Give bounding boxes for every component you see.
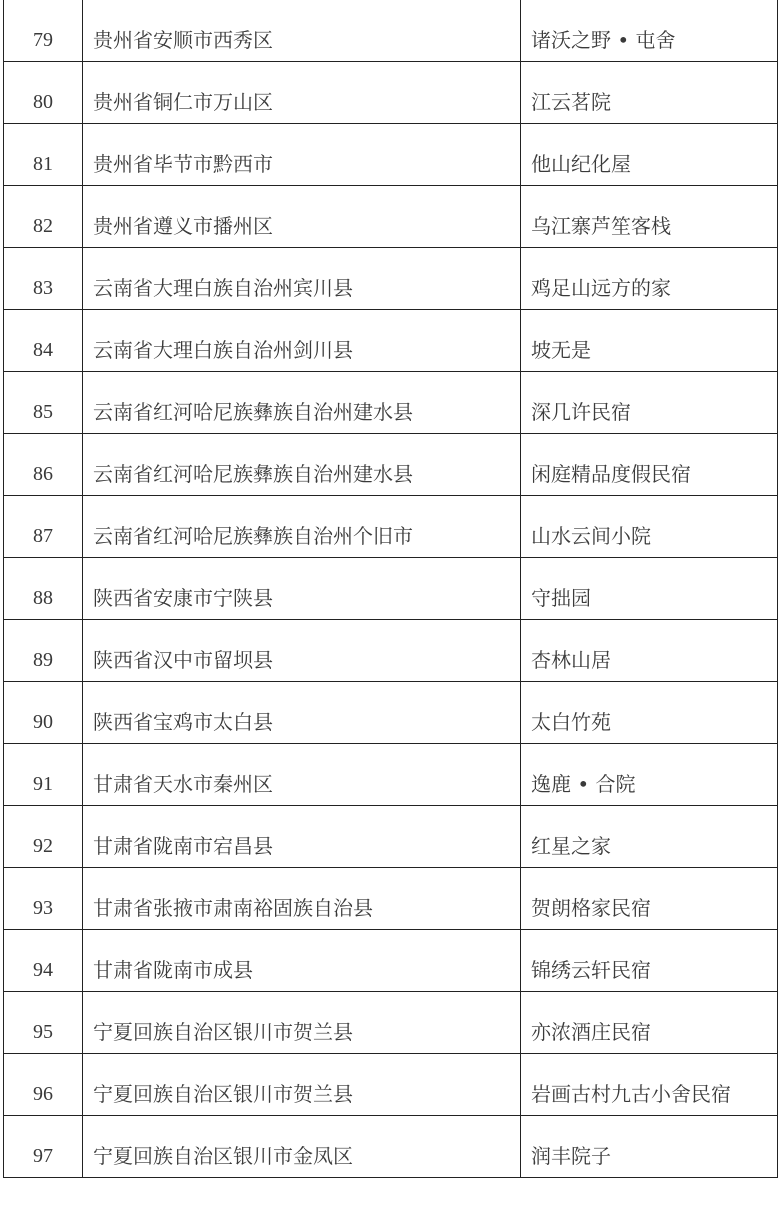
row-location: 宁夏回族自治区银川市贺兰县: [83, 1053, 521, 1115]
row-location: 云南省红河哈尼族彝族自治州建水县: [83, 371, 521, 433]
table-row: [4, 805, 778, 867]
row-number: 84: [4, 309, 83, 371]
row-number: 91: [4, 743, 83, 805]
row-number: 96: [4, 1053, 83, 1115]
row-location: 云南省红河哈尼族彝族自治州建水县: [83, 433, 521, 495]
row-homestay-name: 鸡足山远方的家: [521, 247, 778, 309]
table-row: [4, 1115, 778, 1177]
row-number: 83: [4, 247, 83, 309]
row-homestay-name: 守拙园: [521, 557, 778, 619]
row-number: 82: [4, 185, 83, 247]
row-location: 云南省大理白族自治州剑川县: [83, 309, 521, 371]
row-homestay-name: 他山纪化屋: [521, 123, 778, 185]
row-number: 90: [4, 681, 83, 743]
row-location: 贵州省毕节市黔西市: [83, 123, 521, 185]
row-location: 贵州省遵义市播州区: [83, 185, 521, 247]
table-row: [4, 495, 778, 557]
table-row: [4, 619, 778, 681]
row-number: 94: [4, 929, 83, 991]
row-location: 云南省红河哈尼族彝族自治州个旧市: [83, 495, 521, 557]
row-location: 云南省大理白族自治州宾川县: [83, 247, 521, 309]
row-homestay-name: 山水云间小院: [521, 495, 778, 557]
row-homestay-name: 逸鹿 • 合院: [521, 743, 778, 805]
row-number: 88: [4, 557, 83, 619]
table-row: [4, 557, 778, 619]
row-homestay-name: 红星之家: [521, 805, 778, 867]
row-homestay-name: 乌江寨芦笙客栈: [521, 185, 778, 247]
row-homestay-name: 亦浓酒庄民宿: [521, 991, 778, 1053]
row-homestay-name: 岩画古村九古小舍民宿: [521, 1053, 778, 1115]
row-homestay-name: 贺朗格家民宿: [521, 867, 778, 929]
row-homestay-name: 杏林山居: [521, 619, 778, 681]
row-homestay-name: 闲庭精品度假民宿: [521, 433, 778, 495]
row-number: 79: [4, 0, 83, 61]
row-number: 86: [4, 433, 83, 495]
row-location: 陕西省汉中市留坝县: [83, 619, 521, 681]
row-location: 甘肃省张掖市肃南裕固族自治县: [83, 867, 521, 929]
row-number: 93: [4, 867, 83, 929]
row-location: 陕西省安康市宁陕县: [83, 557, 521, 619]
row-homestay-name: 深几许民宿: [521, 371, 778, 433]
table-row: [4, 61, 778, 123]
row-homestay-name: 江云茗院: [521, 61, 778, 123]
row-number: 81: [4, 123, 83, 185]
row-number: 87: [4, 495, 83, 557]
table-row: [4, 185, 778, 247]
row-homestay-name: 坡无是: [521, 309, 778, 371]
table-row: [4, 1053, 778, 1115]
table-row: [4, 433, 778, 495]
row-location: 陕西省宝鸡市太白县: [83, 681, 521, 743]
row-location: 宁夏回族自治区银川市金凤区: [83, 1115, 521, 1177]
row-homestay-name: 润丰院子: [521, 1115, 778, 1177]
row-location: 贵州省安顺市西秀区: [83, 0, 521, 61]
table-row: [4, 867, 778, 929]
row-location: 宁夏回族自治区银川市贺兰县: [83, 991, 521, 1053]
table-row: [4, 247, 778, 309]
row-number: 80: [4, 61, 83, 123]
table-row: [4, 681, 778, 743]
row-number: 95: [4, 991, 83, 1053]
table-row: [4, 371, 778, 433]
table-row: [4, 0, 778, 61]
row-location: 甘肃省陇南市宕昌县: [83, 805, 521, 867]
table-body: [4, 0, 778, 1177]
row-location: 贵州省铜仁市万山区: [83, 61, 521, 123]
row-number: 85: [4, 371, 83, 433]
table-row: [4, 309, 778, 371]
row-number: 89: [4, 619, 83, 681]
row-number: 92: [4, 805, 83, 867]
row-homestay-name: 锦绣云轩民宿: [521, 929, 778, 991]
homestay-table: [3, 0, 778, 1178]
table-row: [4, 123, 778, 185]
table-row: [4, 929, 778, 991]
row-homestay-name: 太白竹苑: [521, 681, 778, 743]
row-location: 甘肃省天水市秦州区: [83, 743, 521, 805]
row-number: 97: [4, 1115, 83, 1177]
table-row: [4, 743, 778, 805]
row-homestay-name: 诸沃之野 • 屯舍: [521, 0, 778, 61]
row-location: 甘肃省陇南市成县: [83, 929, 521, 991]
table-row: [4, 991, 778, 1053]
